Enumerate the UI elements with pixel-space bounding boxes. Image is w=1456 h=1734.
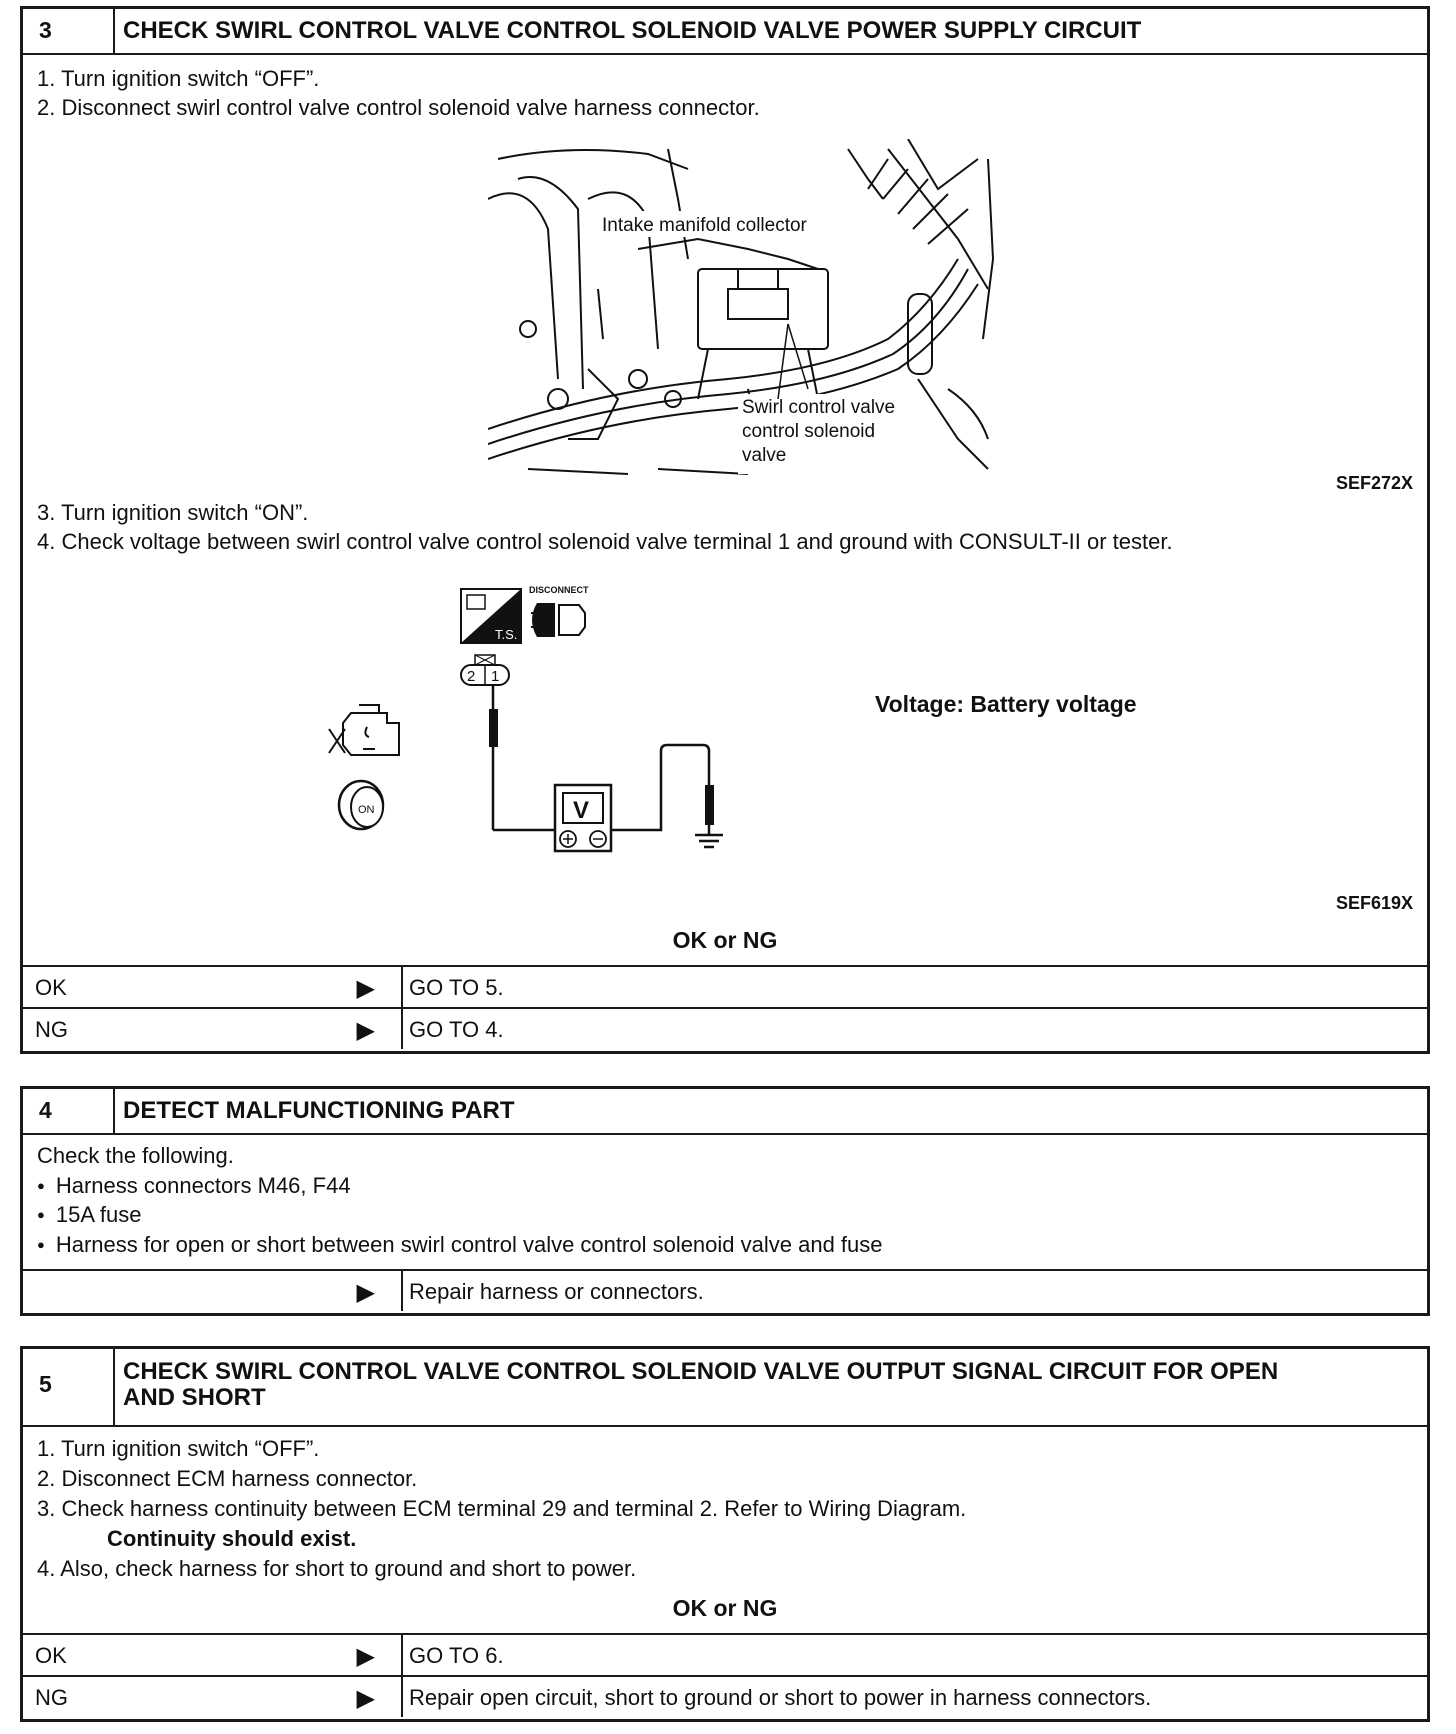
- step-text: 3. Turn ignition switch “ON”.: [37, 500, 309, 525]
- result-row-ng: [23, 1675, 1427, 1717]
- section-4-header: [23, 1089, 1427, 1135]
- pin-2-label: 2: [467, 668, 476, 685]
- step-number: 3: [23, 9, 115, 53]
- voltmeter-icon: [555, 785, 611, 851]
- step-title: DETECT MALFUNCTIONING PART: [123, 1097, 515, 1124]
- step-number: 5: [23, 1349, 115, 1425]
- figure-code: SEF619X: [1335, 893, 1413, 913]
- result-status: OK: [35, 1643, 67, 1668]
- ignition-key-on-icon: [339, 781, 383, 829]
- bullet-item: ● 15A fuse: [37, 1202, 142, 1228]
- arrow-right-icon: ▶: [356, 975, 375, 1002]
- bullet-item: ● Harness connectors M46, F44: [37, 1173, 351, 1199]
- key-on-label: ON: [358, 804, 375, 816]
- step-text: 2. Disconnect swirl control valve control solenoid valve harness connector.: [37, 95, 760, 120]
- ts-label: T.S.: [495, 627, 518, 642]
- result-action: Repair harness or connectors.: [409, 1279, 704, 1304]
- step-title: [115, 1349, 1427, 1425]
- step-text: 1. Turn ignition switch “OFF”.: [37, 1436, 320, 1461]
- step-text: 3. Check harness continuity between ECM terminal 29 and terminal 2. Refer to Wiring Diagram.: [37, 1496, 967, 1521]
- step-title-line-1: CHECK SWIRL CONTROL VALVE CONTROL SOLENOID VALVE OUTPUT SIGNAL CIRCUIT FOR OPEN: [123, 1358, 1279, 1385]
- disconnect-label: DISCONNECT: [529, 585, 589, 595]
- label-swirl-valve-3: valve: [742, 445, 787, 466]
- step-title-line-2: AND SHORT: [123, 1384, 266, 1411]
- section-4-body: [23, 1135, 1427, 1315]
- arrow-right-icon: ▶: [356, 1279, 375, 1306]
- result-status: OK: [35, 975, 67, 1000]
- connector-icon: [461, 655, 509, 685]
- section-4: [20, 1086, 1430, 1316]
- result-row-ng: [23, 1007, 1427, 1049]
- section-3-body: [23, 55, 1427, 1053]
- result-row-ok: [23, 965, 1427, 1007]
- figure-code: SEF272X: [1335, 473, 1413, 493]
- label-swirl-valve-1: Swirl control valve: [742, 397, 896, 418]
- pin-1-label: 1: [491, 668, 500, 685]
- result-status: NG: [35, 1017, 68, 1042]
- arrow-right-icon: ▶: [356, 1017, 375, 1044]
- result-action: GO TO 5.: [409, 975, 504, 1000]
- result-status: NG: [35, 1685, 68, 1710]
- section-5: [20, 1346, 1430, 1722]
- intake-manifold-illustration: [488, 139, 1008, 479]
- arrow-right-icon: ▶: [356, 1685, 375, 1712]
- voltage-spec: Voltage: Battery voltage: [875, 691, 1137, 717]
- disconnect-icon: [529, 585, 589, 637]
- step-text: 4. Also, check harness for short to ground and short to power.: [37, 1556, 637, 1581]
- intro-text: Check the following.: [37, 1143, 234, 1168]
- result-row-ok: [23, 1633, 1427, 1675]
- arrow-right-icon: ▶: [356, 1643, 375, 1670]
- tester-icon: [461, 589, 521, 643]
- result-action: Repair open circuit, short to ground or short to power in harness connectors.: [409, 1685, 1152, 1710]
- step-text: 2. Disconnect ECM harness connector.: [37, 1466, 418, 1491]
- label-swirl-valve-2: control solenoid: [742, 421, 876, 442]
- ok-or-ng-heading: OK or NG: [672, 1595, 778, 1621]
- result-action: GO TO 6.: [409, 1643, 504, 1668]
- section-3-header: [23, 9, 1427, 55]
- step-title: CHECK SWIRL CONTROL VALVE CONTROL SOLENOID VALVE POWER SUPPLY CIRCUIT: [123, 17, 1142, 44]
- ok-or-ng-heading: OK or NG: [672, 927, 778, 953]
- label-intake-manifold-collector: Intake manifold collector: [602, 215, 807, 236]
- section-5-body: [23, 1427, 1427, 1721]
- bullet-item: ● Harness for open or short between swirl control valve control solenoid valve and fuse: [37, 1232, 883, 1258]
- result-row: [23, 1269, 1427, 1311]
- result-action: GO TO 4.: [409, 1017, 504, 1042]
- voltage-check-schematic: [323, 585, 823, 875]
- section-5-header: [23, 1349, 1427, 1427]
- continuity-spec: Continuity should exist.: [107, 1526, 357, 1551]
- step-text: 4. Check voltage between swirl control valve control solenoid valve terminal 1 and ground with CONSULT-II or tester.: [37, 529, 1173, 554]
- step-text: 1. Turn ignition switch “OFF”.: [37, 66, 320, 91]
- meter-label: V: [573, 797, 590, 824]
- section-3: [20, 6, 1430, 1054]
- step-number: 4: [23, 1089, 115, 1133]
- engine-off-icon: [329, 705, 399, 755]
